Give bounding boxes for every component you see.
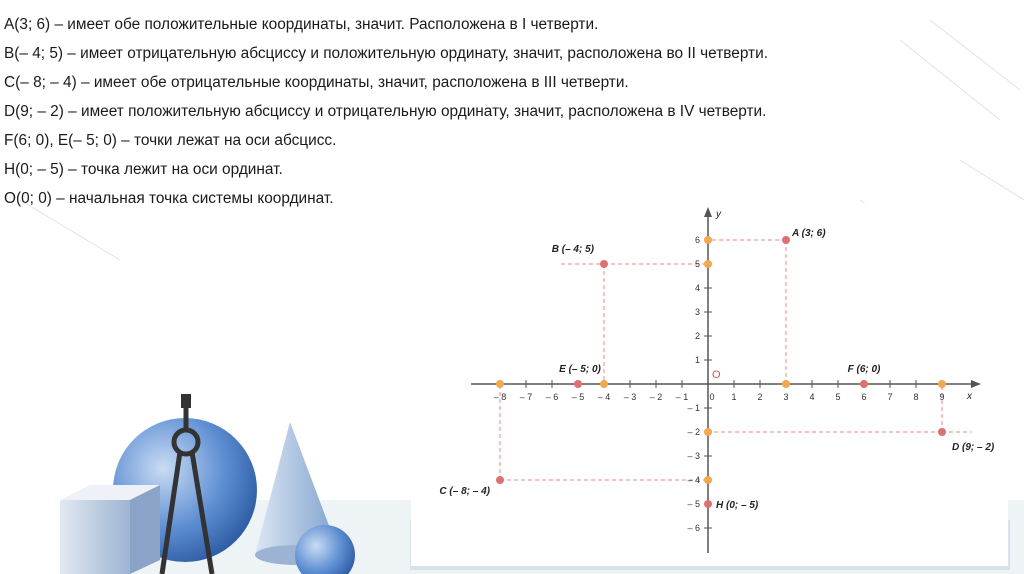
explanation-text [4, 10, 1004, 213]
x-tick-label: – 6 [545, 392, 559, 402]
y-tick-label: 6 [694, 235, 700, 245]
x-tick-label: – 4 [597, 392, 611, 402]
y-tick-label: – 2 [687, 427, 700, 437]
x-tick-label: 9 [939, 392, 945, 402]
point-label-F: F (6; 0) [847, 364, 881, 375]
x-tick-label: 6 [861, 392, 867, 402]
point-A [782, 236, 790, 244]
y-axis-label: y [716, 209, 721, 220]
x-tick-label: 2 [757, 392, 763, 402]
x-tick-label: 1 [731, 392, 737, 402]
text-line-fe: F(6; 0), Е(– 5; 0) – точки лежат на оси абсцисс. [4, 132, 337, 149]
projection-x-A [782, 380, 790, 388]
x-tick-label: – 1 [675, 392, 689, 402]
coordinate-plane-chart [411, 203, 1008, 566]
point-C [496, 476, 504, 484]
point-D [938, 428, 946, 436]
text-line-d: D(9; – 2) – имеет положительную абсциссу и отрицательную ординату, значит, расположена в IV четверти. [4, 103, 767, 120]
point-label-D: D (9; – 2) [952, 442, 995, 453]
point-label-A: A (3; 6) [792, 228, 826, 239]
y-tick-label: – 3 [687, 451, 700, 461]
point-label-E: E (– 5; 0) [559, 364, 601, 375]
point-label-B: B (– 4; 5) [551, 244, 594, 255]
x-axis-arrow [971, 380, 981, 388]
coordinate-plane-panel [411, 203, 1008, 566]
text-line-h: Н(0; – 5) – точка лежит на оси ординат. [4, 161, 283, 178]
projection-y-C [704, 476, 712, 484]
y-tick-label: – 6 [687, 523, 700, 533]
y-tick-label: – 5 [687, 499, 700, 509]
x-tick-label: – 8 [493, 392, 507, 402]
x-tick-label: 3 [783, 392, 789, 402]
text-line-b: В(– 4; 5) – имеет отрицательную абсциссу и положительную ординату, значит, расположена во II четверти. [4, 45, 768, 62]
point-H [704, 500, 712, 508]
y-tick-label: – 1 [687, 403, 700, 413]
x-tick-label: – 7 [519, 392, 533, 402]
x-tick-label: – 2 [649, 392, 663, 402]
projection-y-D [704, 428, 712, 436]
x-tick-label: 5 [835, 392, 841, 402]
x-axis-label: x [967, 391, 972, 402]
y-tick-label: 2 [694, 331, 700, 341]
point-label-H: H (0; – 5) [716, 500, 759, 511]
x-tick-label: 8 [913, 392, 919, 402]
y-axis-arrow [704, 207, 712, 217]
origin-label: O [712, 369, 721, 381]
y-tick-label: 4 [694, 283, 700, 293]
y-tick-label: 1 [694, 355, 700, 365]
y-tick-label: – 4 [687, 475, 700, 485]
point-label-C: C (– 8; – 4) [439, 486, 490, 497]
x-tick-label: – 5 [571, 392, 585, 402]
x-tick-label: 7 [887, 392, 893, 402]
text-line-a: А(3; 6) – имеет обе положительные координаты, значит. Расположена в I четверти. [4, 16, 599, 33]
x-tick-label: 4 [809, 392, 815, 402]
y-tick-label: 5 [694, 259, 700, 269]
text-line-c: С(– 8; – 4) – имеет обе отрицательные координаты, значит, расположена в III четверти. [4, 74, 629, 91]
y-tick-label: 3 [694, 307, 700, 317]
projection-y-A [704, 236, 712, 244]
projection-x-D [938, 380, 946, 388]
projection-y-B [704, 260, 712, 268]
projection-x-C [496, 380, 504, 388]
point-F [860, 380, 868, 388]
x-tick-label: – 3 [623, 392, 637, 402]
text-line-o: О(0; 0) – начальная точка системы координат. [4, 190, 334, 207]
point-E [574, 380, 582, 388]
x-tick-label: 0 [709, 392, 715, 402]
projection-x-B [600, 380, 608, 388]
point-B [600, 260, 608, 268]
geometry-shapes-illustration [50, 390, 390, 574]
